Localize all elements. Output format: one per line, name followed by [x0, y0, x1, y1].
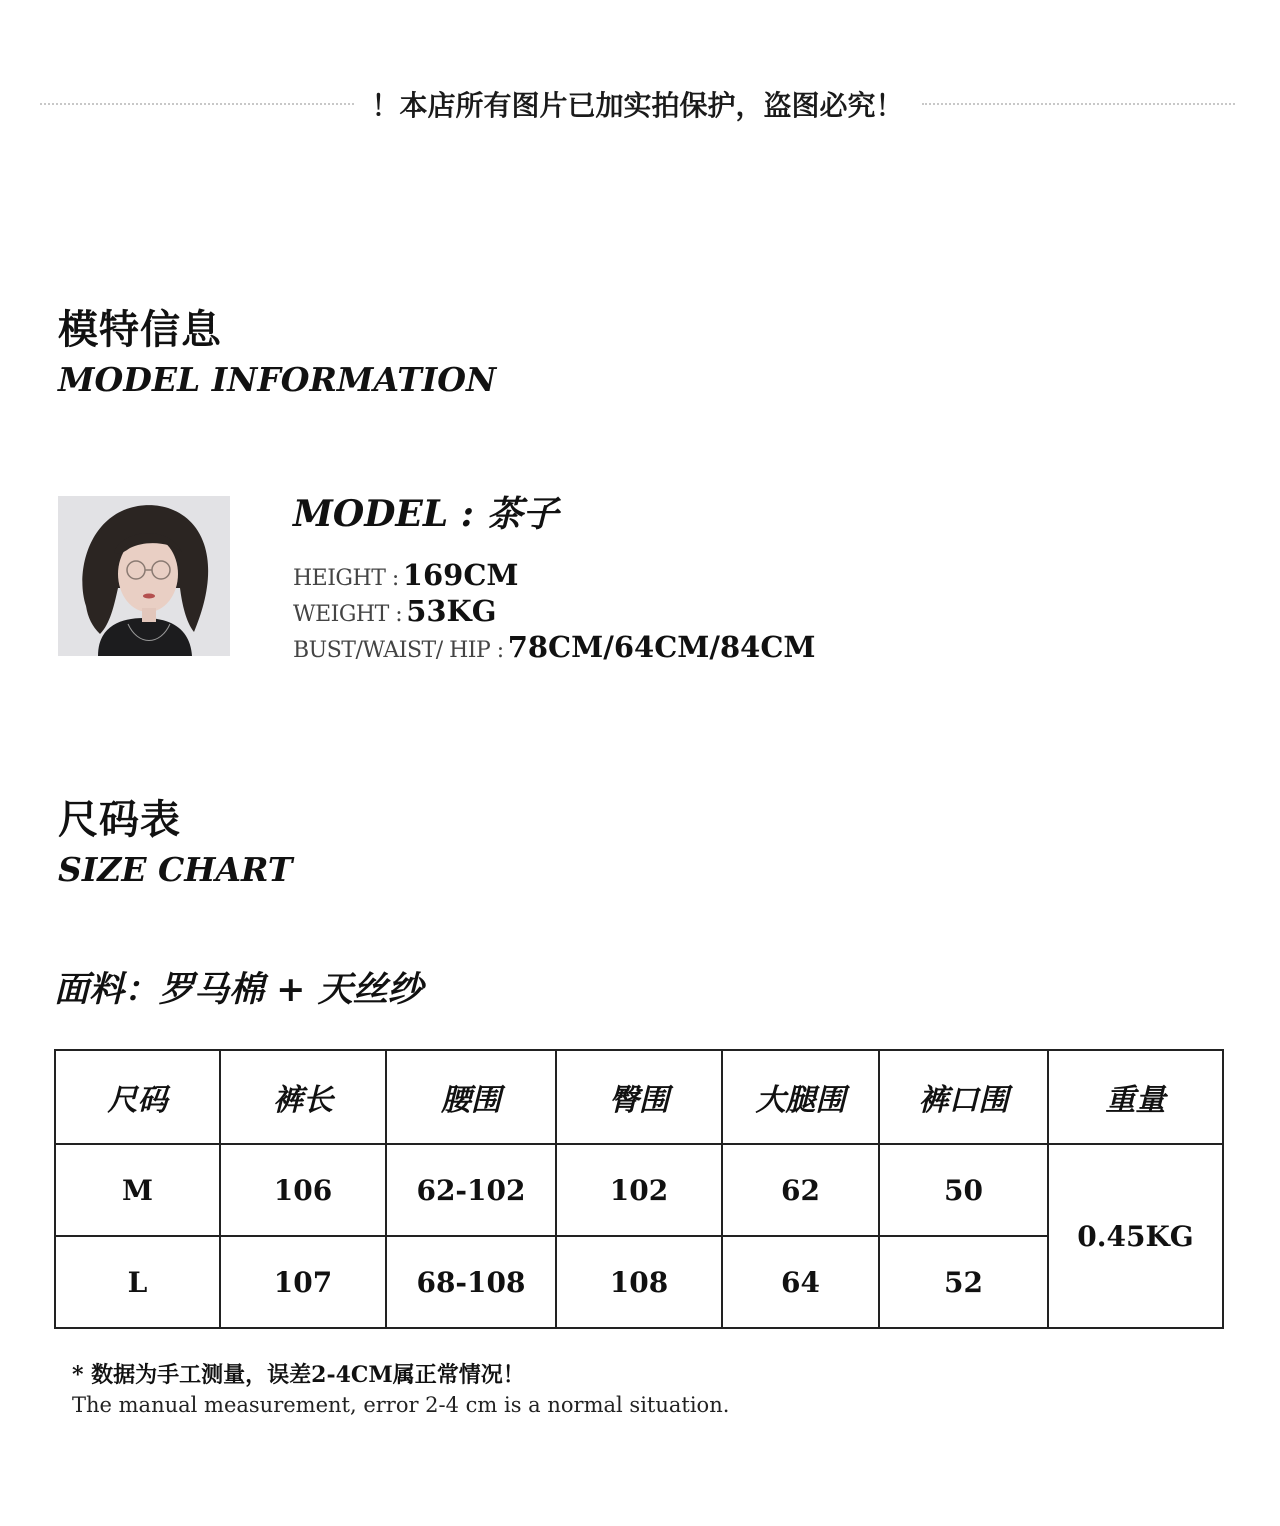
weight-stat [293, 594, 497, 628]
height-value: 169CM [402, 558, 519, 592]
cell-waist: 62-102 [386, 1144, 556, 1236]
table-header-row [55, 1050, 1223, 1144]
cell-size: L [55, 1236, 220, 1328]
model-section-title-cn: 模特信息 [58, 306, 222, 353]
size-table [54, 1049, 1224, 1329]
weight-value: 53KG [406, 594, 497, 628]
cell-hip: 102 [556, 1144, 722, 1236]
header-hip: 臀围 [556, 1050, 722, 1144]
copyright-notice: ！本店所有图片已加实拍保护，盗图必究！ [371, 89, 904, 122]
measurements-value: 78CM/64CM/84CM [507, 630, 816, 664]
model-section-title-en: MODEL INFORMATION [58, 360, 497, 399]
cell-weight: 0.45KG [1048, 1144, 1223, 1328]
model-name: MODEL : 茶子 [293, 493, 559, 535]
model-photo [58, 496, 230, 656]
size-section-title-en: SIZE CHART [58, 850, 293, 889]
cell-hip: 108 [556, 1236, 722, 1328]
cell-pants-length: 106 [220, 1144, 386, 1236]
copyright-notice-row [40, 82, 1235, 126]
cell-size: M [55, 1144, 220, 1236]
header-weight: 重量 [1048, 1050, 1223, 1144]
notice-divider-left [40, 103, 354, 105]
measurement-note-en: The manual measurement, error 2-4 cm is a normal situation. [72, 1393, 730, 1417]
height-stat [293, 558, 519, 592]
model-portrait-image [58, 496, 230, 656]
table-row [55, 1144, 1223, 1236]
cell-pants-length: 107 [220, 1236, 386, 1328]
header-size: 尺码 [55, 1050, 220, 1144]
header-thigh: 大腿围 [722, 1050, 879, 1144]
header-leg-opening: 裤口围 [879, 1050, 1048, 1144]
header-pants-length: 裤长 [220, 1050, 386, 1144]
cell-thigh: 62 [722, 1144, 879, 1236]
cell-leg-opening: 52 [879, 1236, 1048, 1328]
cell-leg-opening: 50 [879, 1144, 1048, 1236]
table-row [55, 1236, 1223, 1328]
weight-label: WEIGHT : [293, 602, 403, 627]
cell-waist: 68-108 [386, 1236, 556, 1328]
header-waist: 腰围 [386, 1050, 556, 1144]
size-section-title-cn: 尺码表 [58, 796, 181, 843]
fabric-info: 面料：罗马棉 + 天丝纱 [54, 969, 423, 1010]
measurements-stat [293, 630, 816, 664]
height-label: HEIGHT : [293, 566, 399, 591]
measurements-label: BUST/WAIST/ HIP : [293, 638, 504, 663]
notice-divider-right [922, 103, 1236, 105]
cell-thigh: 64 [722, 1236, 879, 1328]
measurement-note-cn: * 数据为手工测量，误差2-4CM属正常情况！ [72, 1362, 525, 1388]
